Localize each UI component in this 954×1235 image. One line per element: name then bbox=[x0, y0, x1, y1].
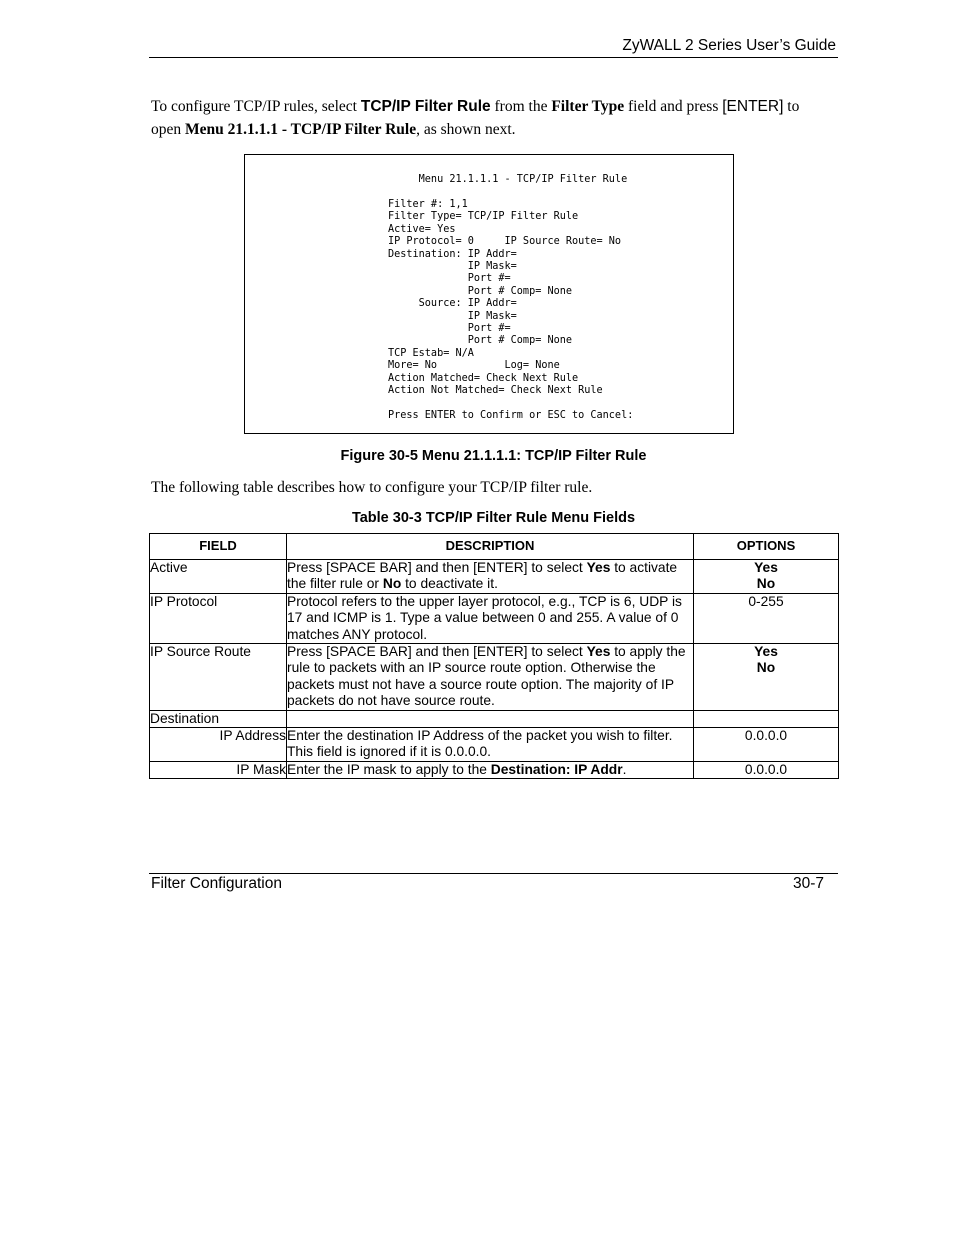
options-destination bbox=[694, 710, 839, 727]
table-row-destination bbox=[150, 710, 839, 727]
footer-section-title: Filter Configuration bbox=[151, 875, 282, 892]
options-ip-mask: 0.0.0.0 bbox=[694, 761, 839, 778]
footer-page-number: 30-7 bbox=[792, 875, 824, 892]
desc-ip-protocol: Protocol refers to the upper layer protocol, e.g., TCP is 6, UDP is 17 and ICMP is 1. Type a value between 0 and 255. A value of 0 matches ANY protocol. bbox=[287, 593, 694, 643]
options-active: Yes No bbox=[694, 560, 839, 594]
menu-screen-text: Menu 21.1.1.1 - TCP/IP Filter Rule Filter #: 1,1 Filter Type= TCP/IP Filter Rule Active= Yes IP Protocol= 0 IP Source Route= No Destination: IP Addr= IP Mask= Port #= Port # Comp= None Source: IP Addr= IP Mask= Port #= Port # Comp= None TCP Estab= N/A More= No Log= None Action Matched= Check Next Rule Action Not Matched= Check Next Rule Press ENTER to Confirm or ESC to Cancel: bbox=[388, 174, 634, 422]
intro-text-4: to open bbox=[151, 98, 800, 138]
table-caption: Table 30-3 TCP/IP Filter Rule Menu Fields bbox=[351, 510, 636, 526]
field-ip-protocol: IP Protocol bbox=[150, 593, 287, 643]
intro-text-2: from the bbox=[490, 98, 552, 115]
table-row-ip-address bbox=[150, 728, 839, 762]
intro-bold-filter-rule: TCP/IP Filter Rule bbox=[360, 98, 491, 115]
table-header-row bbox=[150, 534, 839, 560]
field-ip-source-route: IP Source Route bbox=[150, 644, 287, 711]
table-row-active bbox=[150, 560, 839, 594]
intro-text-5: , as shown next. bbox=[416, 121, 516, 138]
intro-text-1: To configure TCP/IP rules, select bbox=[151, 98, 361, 115]
options-ip-protocol: 0-255 bbox=[694, 593, 839, 643]
header-description: DESCRIPTION bbox=[287, 534, 694, 560]
table-row-ip-mask bbox=[150, 761, 839, 778]
table-row-ip-source-route bbox=[150, 644, 839, 711]
fields-table bbox=[149, 533, 839, 779]
field-destination: Destination bbox=[150, 710, 287, 727]
field-ip-address: IP Address bbox=[150, 728, 287, 762]
desc-ip-address: Enter the destination IP Address of the packet you wish to filter. This field is ignored if it is 0.0.0.0. bbox=[287, 728, 694, 762]
intro-text-3: field and press bbox=[624, 98, 723, 115]
options-ip-address: 0.0.0.0 bbox=[694, 728, 839, 762]
footer-rule bbox=[149, 873, 838, 874]
figure-caption: Figure 30-5 Menu 21.1.1.1: TCP/IP Filter Rule bbox=[340, 448, 647, 464]
intro-enter-key: [ENTER] bbox=[722, 98, 784, 115]
table-intro-paragraph: The following table describes how to configure your TCP/IP filter rule. bbox=[151, 479, 593, 496]
field-ip-mask: IP Mask bbox=[150, 761, 287, 778]
intro-bold-menu-name: Menu 21.1.1.1 - TCP/IP Filter Rule bbox=[185, 121, 417, 138]
desc-ip-source-route: Press [SPACE BAR] and then [ENTER] to select Yes to apply the rule to packets with an IP source route option. Otherwise the packets must not have a source route option. The majority of IP packets do not have source route. bbox=[287, 644, 694, 711]
intro-bold-filter-type: Filter Type bbox=[551, 98, 625, 115]
table-row-ip-protocol bbox=[150, 593, 839, 643]
field-active: Active bbox=[150, 560, 287, 594]
desc-destination bbox=[287, 710, 694, 727]
header-title: ZyWALL 2 Series User’s Guide bbox=[622, 37, 836, 54]
intro-paragraph bbox=[151, 95, 831, 141]
header-options: OPTIONS bbox=[694, 534, 839, 560]
menu-screen-figure bbox=[244, 154, 734, 434]
header-rule bbox=[149, 57, 838, 58]
desc-active: Press [SPACE BAR] and then [ENTER] to select Yes to activate the filter rule or No to deactivate it. bbox=[287, 560, 694, 594]
header-field: FIELD bbox=[150, 534, 287, 560]
options-ip-source-route: Yes No bbox=[694, 644, 839, 711]
desc-ip-mask: Enter the IP mask to apply to the Destination: IP Addr. bbox=[287, 761, 694, 778]
